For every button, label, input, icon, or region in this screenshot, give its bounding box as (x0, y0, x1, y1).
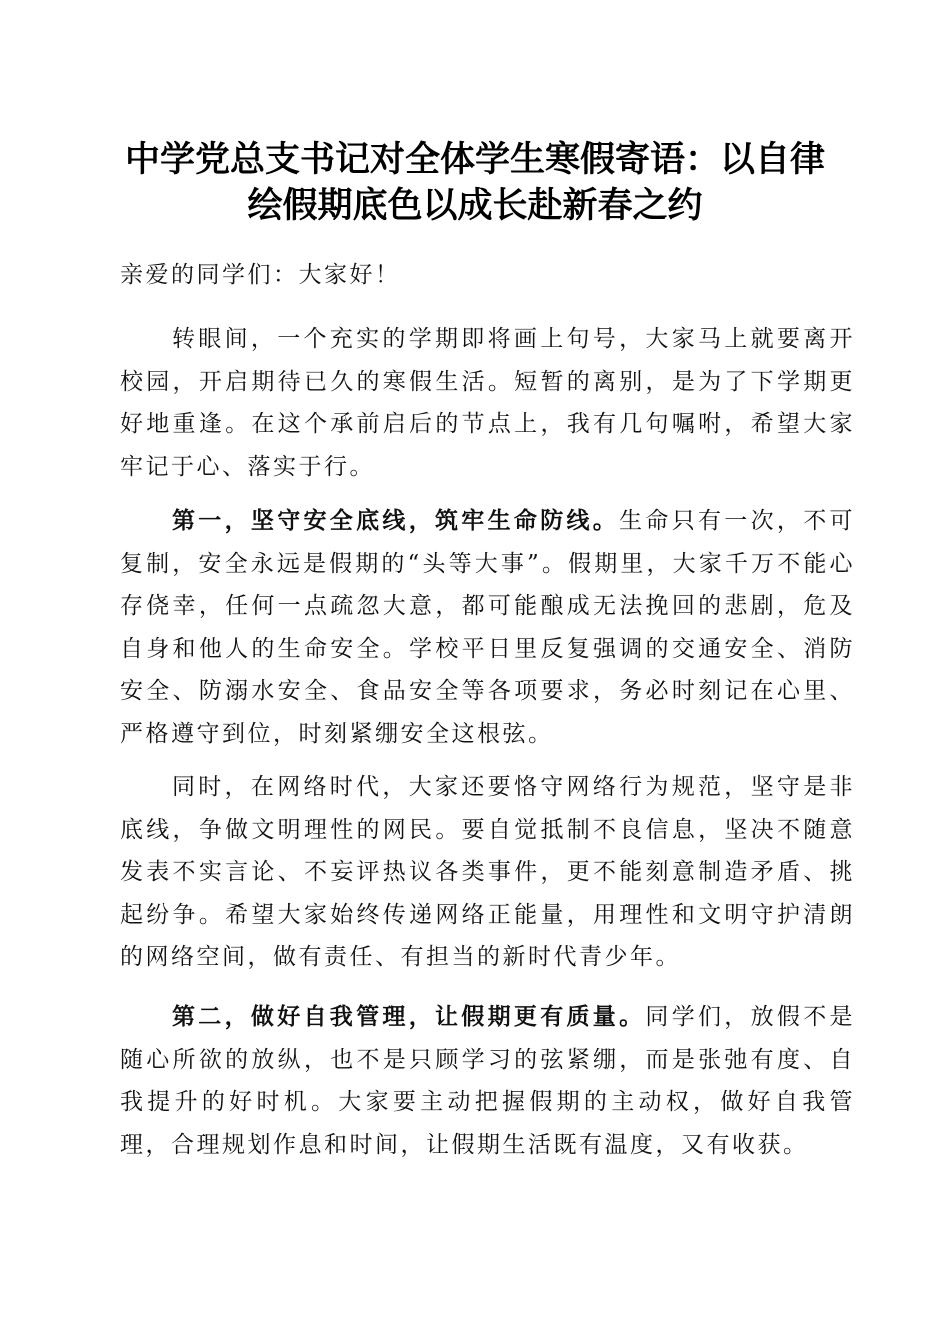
paragraph-text: 生命只有一次，不可复制，安全永远是假期的“头等大事”。假期里，大家千万不能心存侥幸，任何一点疏忽大意，都可能酿成无法挽回的悲剧，危及自身和他人的生命安全。学校平日里反复强调的交通安全、消防安全、防溺水安全、食品安全等各项要求，务必时刻记在心里、严格遵守到位，时刻紧绷安全这根弦。 (120, 508, 856, 747)
document-title-line-2: 绘假期底色以成长赴新春之约 (247, 185, 703, 226)
document-title-line-1: 中学党总支书记对全体学生寒假寄语：以自律 (124, 139, 825, 180)
paragraph-text: 转眼间，一个充实的学期即将画上句号，大家马上就要离开校园，开启期待已久的寒假生活。短暂的离别，是为了下学期更好地重逢。在这个承前启后的节点上，我有几句嘱咐，希望大家牢记于心、落实于行。 (120, 326, 855, 480)
paragraph-intro (120, 318, 855, 488)
paragraph-self-management (120, 996, 855, 1166)
greeting: 亲爱的同学们：大家好！ (120, 262, 401, 288)
paragraph-lead: 第一，坚守安全底线，筑牢生命防线。 (172, 507, 620, 534)
paragraph-lead: 第二，做好自我管理，让假期更有质量。 (172, 1003, 646, 1030)
paragraph-online-conduct (120, 766, 855, 979)
paragraph-text: 同时，在网络时代，大家还要恪守网络行为规范，坚守是非底线，争做文明理性的网民。要自觉抵制不良信息，坚决不随意发表不实言论、不妄评热议各类事件，更不能刻意制造矛盾、挑起纷争。希望大家始终传递网络正能量，用理性和文明守护清朗的网络空间，做有责任、有担当的新时代青少年。 (120, 774, 855, 971)
paragraph-safety (120, 500, 855, 756)
paragraph-text: 同学们，放假不是随心所欲的放纵，也不是只顾学习的弦紧绷，而是张弛有度、自我提升的好时机。大家要主动把握假期的主动权，做好自我管理，合理规划作息和时间，让假期生活既有温度，又有收获。 (120, 1004, 856, 1158)
